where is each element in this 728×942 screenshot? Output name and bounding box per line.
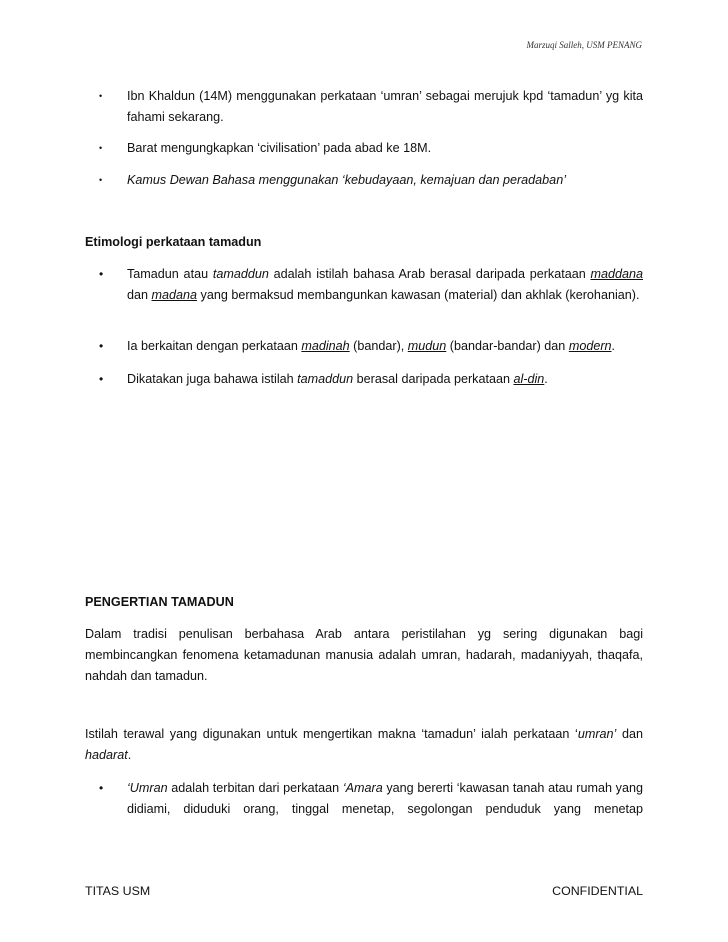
bullet-icon: • — [99, 143, 103, 153]
bullet-item — [85, 336, 643, 357]
bullet-text: Ibn Khaldun (14M) menggunakan perkataan ‘umran’ sebagai merujuk kpd ‘tamadun’ yg kita fahami sekarang. — [127, 89, 643, 124]
page-header: Marzuqi Salleh, USM PENANG — [526, 40, 642, 50]
bullet-icon: • — [99, 175, 103, 185]
bullet-item — [85, 778, 643, 820]
bullet-icon: • — [99, 91, 103, 101]
bullet-text: Barat mengungkapkan ‘civilisation’ pada abad ke 18M. — [127, 141, 432, 155]
footer-right: CONFIDENTIAL — [552, 884, 643, 898]
bullet-text: Kamus Dewan Bahasa menggunakan ‘kebudayaan, kemajuan dan peradaban’ — [127, 173, 566, 187]
bullet-text: Dikatakan juga bahawa istilah tamaddun berasal daripada perkataan al-din. — [127, 372, 548, 386]
bullet-text: ‘Umran adalah terbitan dari perkataan ‘Amara yang bererti ‘kawasan tanah atau rumah yang didiami, diduduki orang, tinggal menetap, segolongan penduduk yang menetap — [127, 781, 643, 816]
bullet-icon: • — [99, 781, 104, 795]
bullet-item — [85, 369, 643, 390]
bullet-icon: • — [99, 372, 104, 386]
bullet-item — [85, 170, 643, 191]
bullet-item — [85, 264, 643, 306]
bullet-text: Tamadun atau tamaddun adalah istilah bahasa Arab berasal daripada perkataan maddana dan madana yang bermaksud membangunkan kawasan (material) dan akhlak (kerohanian). — [127, 267, 643, 302]
paragraph: Dalam tradisi penulisan berbahasa Arab antara peristilahan yg sering digunakan bagi membincangkan fenomena ketamadunan manusia adalah umran, hadarah, madaniyyah, thaqafa, nahdah dan tamadun. — [85, 627, 643, 683]
paragraph: Istilah terawal yang digunakan untuk mengertikan makna ‘tamadun’ ialah perkataan ‘umran’ dan hadarat. — [85, 727, 643, 762]
bullet-icon: • — [99, 267, 104, 281]
bullet-text: Ia berkaitan dengan perkataan madinah (bandar), mudun (bandar-bandar) dan modern. — [127, 339, 616, 353]
section-heading-pengertian: PENGERTIAN TAMADUN — [85, 595, 234, 609]
section-heading-etimologi: Etimologi perkataan tamadun — [85, 235, 262, 249]
bullet-item — [85, 86, 643, 128]
footer-left: TITAS USM — [85, 884, 151, 898]
bullet-icon: • — [99, 339, 104, 353]
bullet-item — [85, 138, 643, 159]
